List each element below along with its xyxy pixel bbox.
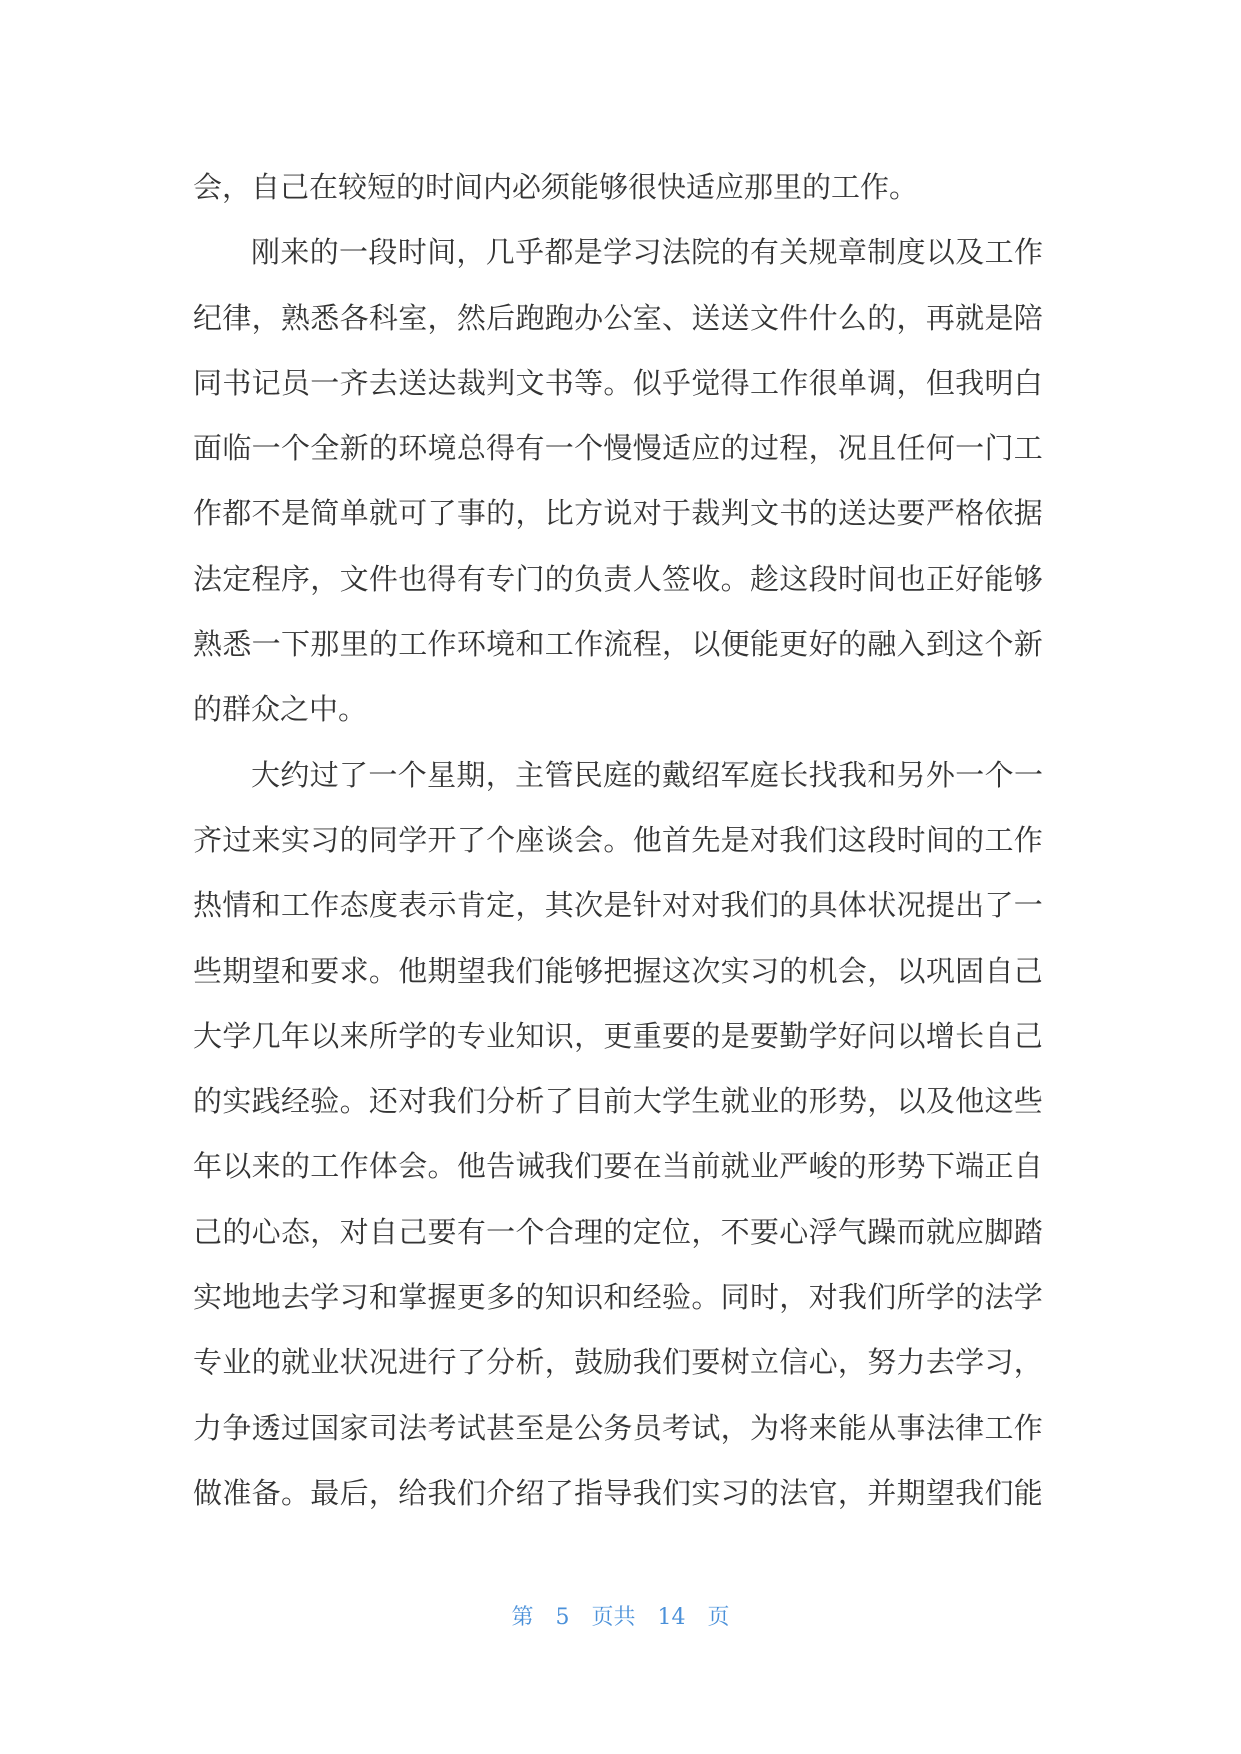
text-line: 实 地 地 去 学 习 和 掌 握 更 多 的 知 识 和 经 验 。 同 时 ， 对 我 们 所 学 的 法 学 [193,1280,1043,1315]
text-line: 力 争 透 过 国 家 司 法 考 试 甚 至 是 公 务 员 考 试 ， 为 将 来 能 从 事 法 律 工 作 [193,1410,1043,1445]
current-page-number: 5 [555,1605,570,1630]
text-line: 大 学 几 年 以 来 所 学 的 专 业 知 识 ， 更 重 要 的 是 要 勤 学 好 问 以 增 长 自 己 [193,1018,1043,1053]
text-line: 同 书 记 员 一 齐 去 送 达 裁 判 文 书 等 。 似 乎 觉 得 工 作 很 单 调 ， 但 我 明 白 [193,365,1043,400]
text-line: 大 约 过 了 一 个 星 期 ， 主 管 民 庭 的 戴 绍 军 庭 长 找 我 和 另 外 一 个 一 [251,757,1043,792]
text-line: 面 临 一 个 全 新 的 环 境 总 得 有 一 个 慢 慢 适 应 的 过 程 ， 况 且 任 何 一 门 工 [193,431,1043,466]
text-line: 些 期 望 和 要 求 。 他 期 望 我 们 能 够 把 握 这 次 实 习 的 机 会 ， 以 巩 固 自 己 [193,953,1043,988]
text-line: 热 情 和 工 作 态 度 表 示 肯 定 ， 其 次 是 针 对 对 我 们 的 具 体 状 况 提 出 了 一 [193,888,1043,923]
page-label-mid: 页共 [591,1605,636,1630]
text-line: 作 都 不 是 简 单 就 可 了 事 的 ， 比 方 说 对 于 裁 判 文 书 的 送 达 要 严 格 依 据 [193,496,1043,531]
text-line: 做 准 备 。 最 后 ， 给 我 们 介 绍 了 指 导 我 们 实 习 的 法 官 ， 并 期 望 我 们 能 [193,1475,1043,1510]
text-line: 刚 来 的 一 段 时 间 ， 几 乎 都 是 学 习 法 院 的 有 关 规 章 制 度 以 及 工 作 [251,235,1043,270]
text-line: 的群众之中。 [193,692,368,727]
text-line: 纪 律 ， 熟 悉 各 科 室 ， 然 后 跑 跑 办 公 室 、 送 送 文 件 什 么 的 ， 再 就 是 陪 [193,300,1043,335]
total-pages-number: 14 [657,1605,686,1630]
text-line: 熟 悉 一 下 那 里 的 工 作 环 境 和 工 作 流 程 ， 以 便 能 更 好 的 融 入 到 这 个 新 [193,627,1043,662]
text-line: 年 以 来 的 工 作 体 会 。 他 告 诫 我 们 要 在 当 前 就 业 严 峻 的 形 势 下 端 正 自 [193,1149,1043,1184]
text-line: 齐 过 来 实 习 的 同 学 开 了 个 座 谈 会 。 他 首 先 是 对 我 们 这 段 时 间 的 工 作 [193,822,1043,857]
text-line: 的 实 践 经 验 。 还 对 我 们 分 析 了 目 前 大 学 生 就 业 的 形 势 ， 以 及 他 这 些 [193,1084,1043,1119]
text-line: 会，自己在较短的时间内必须能够很快适应那里的工作。 [193,170,919,204]
page-label-prefix: 第 [511,1605,534,1630]
body-text [193,155,1043,1526]
text-line: 法 定 程 序 ， 文 件 也 得 有 专 门 的 负 责 人 签 收 。 趁 这 段 时 间 也 正 好 能 够 [193,561,1043,596]
text-line: 己 的 心 态 ， 对 自 己 要 有 一 个 合 理 的 定 位 ， 不 要 心 浮 气 躁 而 就 应 脚 踏 [193,1214,1043,1249]
page-footer [0,1600,1241,1631]
page-label-suffix: 页 [707,1605,730,1630]
text-line: 专 业 的 就 业 状 况 进 行 了 分 析 ， 鼓 励 我 们 要 树 立 信 心 ， 努 力 去 学 习 ， [193,1345,1043,1380]
